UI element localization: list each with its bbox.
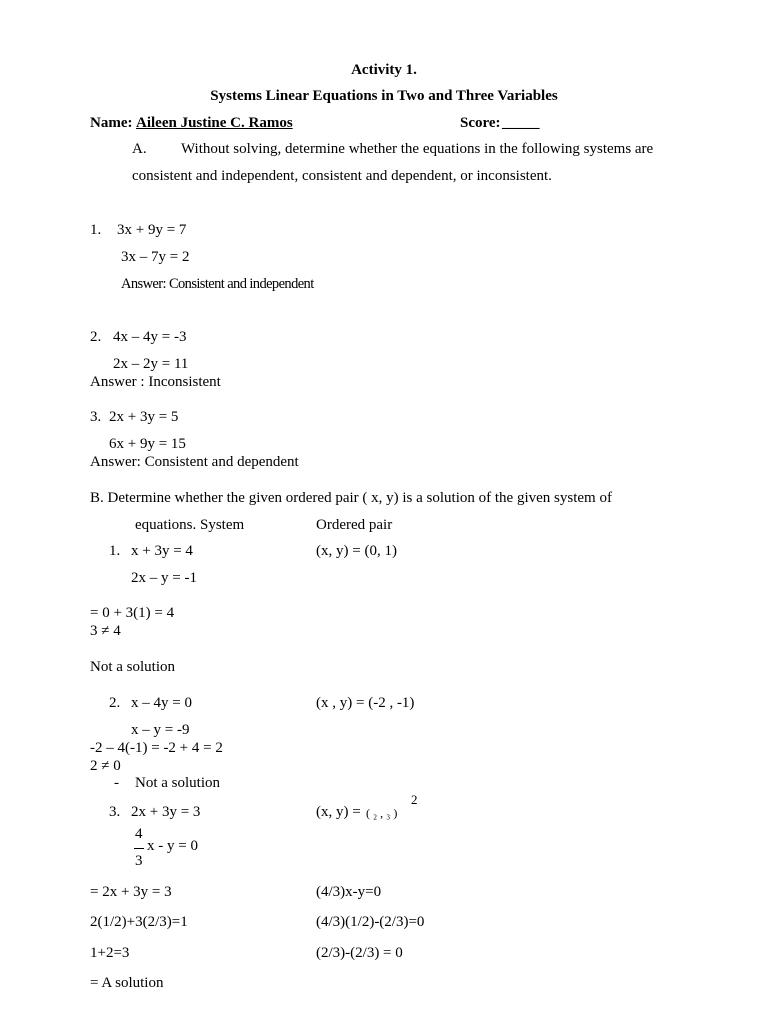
b2-ordered-pair: (x , y) = (-2 , -1)	[316, 695, 415, 711]
part-a-instruction-line2: consistent and independent, consistent and dependent, or inconsistent.	[132, 168, 552, 184]
b2-bullet: -	[114, 775, 119, 791]
activity-heading: Activity 1.	[351, 62, 417, 78]
b3-number: 3.	[109, 804, 121, 820]
a3-answer: Answer: Consistent and dependent	[90, 454, 299, 470]
a2-equation1: 4x – 4y = -3	[113, 329, 187, 345]
b3-work-left-line1: = 2x + 3y = 3	[90, 884, 172, 900]
b2-equation1: x – 4y = 0	[131, 695, 192, 711]
b3-work-right-line3: (2/3)-(2/3) = 0	[316, 945, 403, 961]
b3-work-right-line1: (4/3)x-y=0	[316, 884, 382, 900]
b3-equation2: x - y = 0	[147, 838, 198, 854]
b1-work-line2: 3 ≠ 4	[90, 623, 121, 639]
b3-ordered-pair-prefix: (x, y) =	[316, 804, 361, 820]
b2-work-line1: -2 – 4(-1) = -2 + 4 = 2	[90, 740, 223, 756]
b2-number: 2.	[109, 695, 121, 711]
a2-equation2: 2x – 2y = 11	[113, 356, 189, 372]
score-blank: _____	[502, 115, 540, 131]
score-label: Score:	[460, 115, 501, 131]
a1-answer: Answer: Consistent and independent	[121, 276, 314, 292]
b3-fraction-numerator: 4	[135, 826, 143, 842]
page-title: Systems Linear Equations in Two and Three Variables	[210, 88, 558, 104]
b2-work-line2: 2 ≠ 0	[90, 758, 121, 774]
a3-number: 3.	[90, 409, 102, 425]
b2-result: Not a solution	[135, 775, 220, 791]
b2-equation2: x – y = -9	[131, 722, 190, 738]
part-a-letter: A.	[132, 141, 147, 157]
a1-equation1: 3x + 9y = 7	[117, 222, 187, 238]
b1-equation2: 2x – y = -1	[131, 570, 197, 586]
name-value: Aileen Justine C. Ramos	[136, 115, 293, 131]
part-a-instruction-line1: Without solving, determine whether the equations in the following systems are	[181, 141, 654, 157]
b3-fraction-bar	[134, 848, 144, 849]
b1-work-line1: = 0 + 3(1) = 4	[90, 605, 175, 621]
b3-ordered-pair-superscript: 2	[411, 792, 418, 807]
name-label: Name:	[90, 115, 133, 131]
b1-equation1: x + 3y = 4	[131, 543, 193, 559]
a2-answer: Answer : Inconsistent	[90, 374, 221, 390]
b1-number: 1.	[109, 543, 121, 559]
part-b-ordered-pair-header: Ordered pair	[316, 517, 393, 533]
a3-equation2: 6x + 9y = 15	[109, 436, 186, 452]
b3-ordered-pair-inner: ( ₂ , ₃ )	[366, 806, 398, 820]
b3-equation1: 2x + 3y = 3	[131, 804, 201, 820]
b1-result: Not a solution	[90, 659, 175, 675]
b3-work-left-line3: 1+2=3	[90, 945, 130, 961]
b3-work-right-line2: (4/3)(1/2)-(2/3)=0	[316, 914, 425, 930]
a2-number: 2.	[90, 329, 102, 345]
a1-number: 1.	[90, 222, 102, 238]
b3-result: = A solution	[90, 975, 164, 991]
part-b-system-header: equations. System	[135, 517, 245, 533]
a3-equation1: 2x + 3y = 5	[109, 409, 179, 425]
part-b-instruction: B. Determine whether the given ordered pair ( x, y) is a solution of the given system of	[90, 490, 612, 506]
b3-work-left-line2: 2(1/2)+3(2/3)=1	[90, 914, 188, 930]
b3-fraction-denominator: 3	[135, 853, 143, 869]
a1-equation2: 3x – 7y = 2	[121, 249, 190, 265]
b1-ordered-pair: (x, y) = (0, 1)	[316, 543, 397, 559]
